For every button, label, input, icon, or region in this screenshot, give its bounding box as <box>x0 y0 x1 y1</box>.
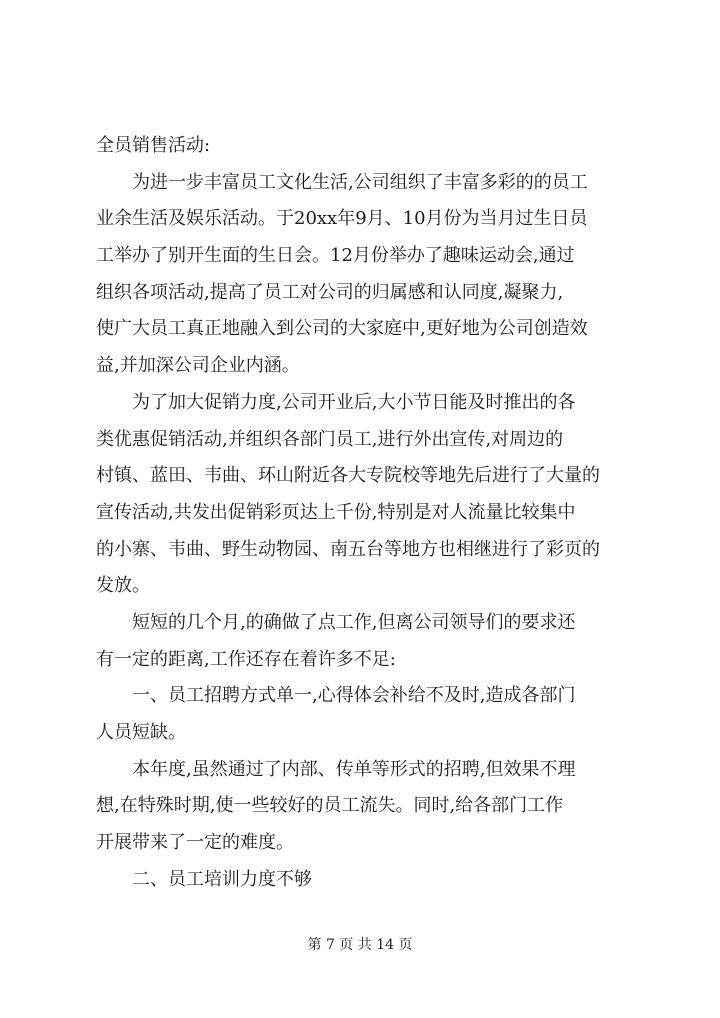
text-line: 业余生活及娱乐活动。于20xx年9月、10月份为当月过生日员 <box>96 208 588 230</box>
page-number-footer: 第 7 页 共 14 页 <box>307 937 413 953</box>
text-line: 益,并加深公司企业内涵。 <box>96 355 300 377</box>
text-line: 为进一步丰富员工文化生活,公司组织了丰富多彩的的员工 <box>132 171 588 193</box>
text-line: 组织各项活动,提高了员工对公司的归属感和认同度,凝聚力, <box>96 281 564 303</box>
text-line: 使广大员工真正地融入到公司的大家庭中,更好地为公司创造效 <box>96 318 588 340</box>
text-line: 发放。 <box>96 575 150 597</box>
text-line: 村镇、蓝田、韦曲、环山附近各大专院校等地先后进行了大量的 <box>96 465 600 487</box>
text-line: 有一定的距离,工作还存在着许多不足: <box>96 648 396 670</box>
text-line: 全员销售活动: <box>96 135 211 156</box>
text-line: 开展带来了一定的难度。 <box>96 832 294 854</box>
text-line: 的小寨、韦曲、野生动物园、南五台等地方也相继进行了彩页的 <box>96 538 600 560</box>
text-line: 人员短缺。 <box>96 722 186 743</box>
text-line: 本年度,虽然通过了内部、传单等形式的招聘,但效果不理 <box>132 758 576 780</box>
document-body <box>96 128 626 898</box>
text-line: 宣传活动,共发出促销彩页达上千份,特别是对人流量比较集中 <box>96 501 576 523</box>
text-line: 一、员工招聘方式单一,心得体会补给不及时,造成各部门 <box>132 685 576 707</box>
text-line: 工举办了别开生面的生日会。12月份举办了趣味运动会,通过 <box>96 245 575 267</box>
text-line: 类优惠促销活动,并组织各部门员工,进行外出宣传,对周边的 <box>96 428 564 450</box>
text-line: 想,在特殊时期,使一些较好的员工流失。同时,给各部门工作 <box>96 795 564 817</box>
text-line: 二、员工培训力度不够 <box>132 868 312 890</box>
text-line: 为了加大促销力度,公司开业后,大小节日能及时推出的各 <box>132 391 576 413</box>
text-line: 短短的几个月,的确做了点工作,但离公司领导们的要求还 <box>132 611 576 633</box>
